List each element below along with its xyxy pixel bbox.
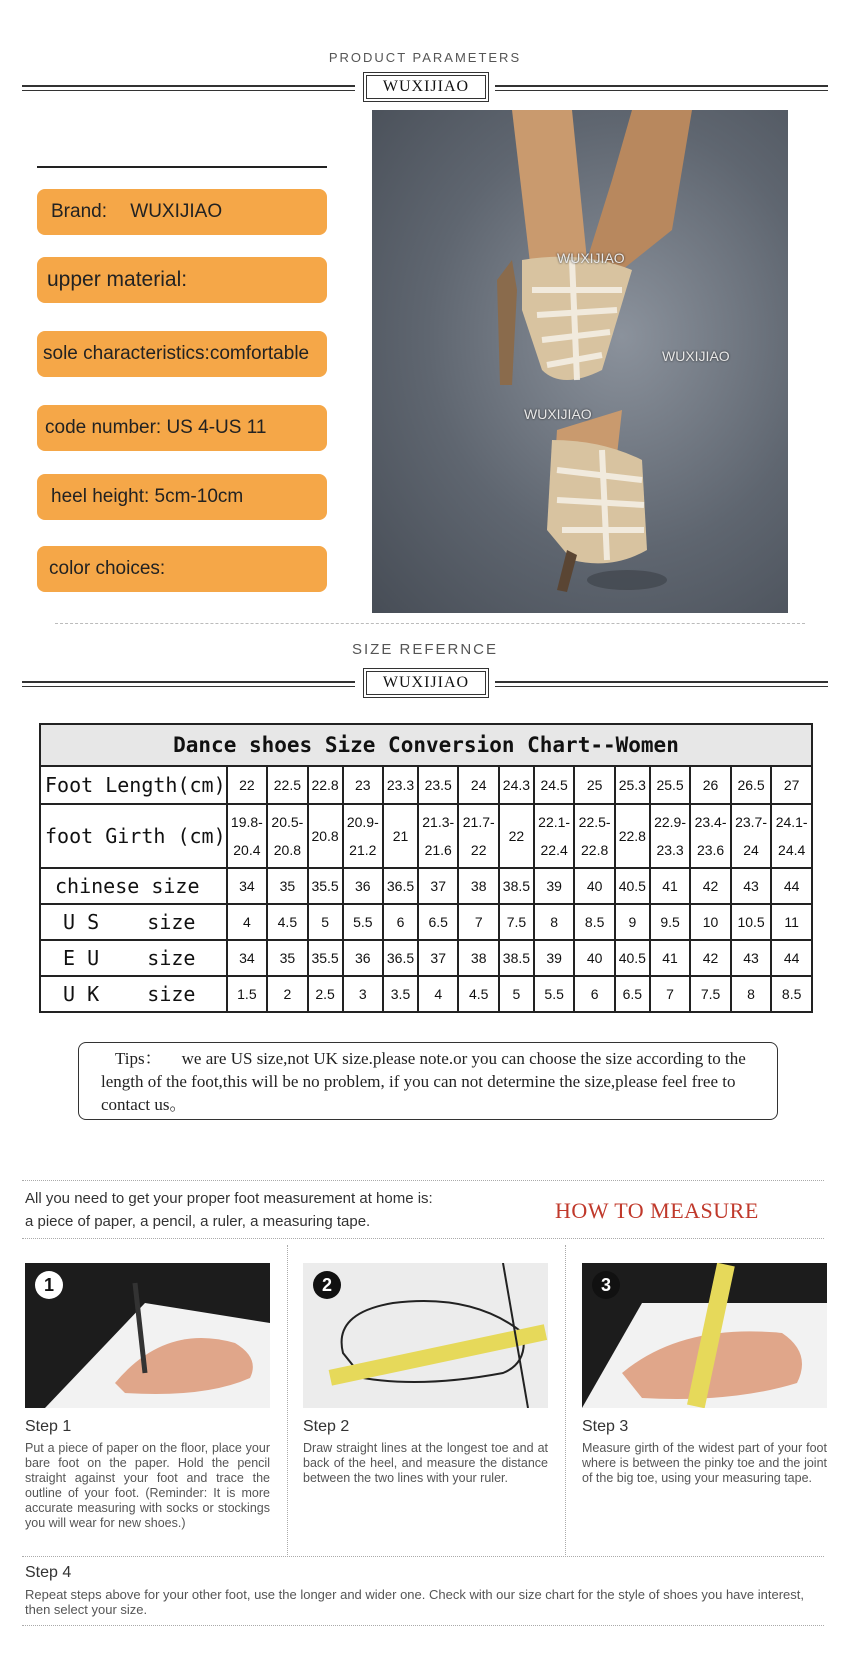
table-row: [40, 804, 812, 868]
table-cell: 22: [499, 804, 534, 868]
table-cell: 22.5: [267, 766, 308, 804]
row-header: Foot Length(cm): [40, 766, 227, 804]
table-cell: 36.5: [383, 940, 418, 976]
table-cell: 44: [771, 940, 812, 976]
step4-title: Step 4: [25, 1564, 72, 1581]
table-cell: 24.3: [499, 766, 534, 804]
table-cell: 25.3: [615, 766, 650, 804]
brand-logo: WUXIJIAO: [366, 75, 486, 99]
param-brand-value: WUXIJIAO: [130, 201, 223, 222]
table-cell: 34: [227, 940, 268, 976]
table-row: [40, 904, 812, 940]
divider-left-thin: [22, 90, 355, 91]
table-cell: 39: [534, 940, 575, 976]
table-cell: 35.5: [308, 940, 343, 976]
table-cell: 38: [458, 868, 499, 904]
table-row: [40, 976, 812, 1012]
table-cell: 25.5: [650, 766, 691, 804]
row-header: chinese size: [40, 868, 227, 904]
divider-right: [495, 85, 828, 87]
step3-badge: 3: [592, 1271, 620, 1299]
tips-box: [78, 1042, 778, 1120]
table-cell: 40: [574, 940, 615, 976]
size-divider-left-thin: [22, 686, 355, 687]
tips-text: we are US size,not UK size.please note.or you can choose the size according to the length of the foot,this will be no problem, if you can not determine the size,please feel free to contact us。: [101, 1049, 746, 1114]
table-cell: 20.8: [308, 804, 343, 868]
table-cell: 36: [343, 868, 384, 904]
row-header: E U size: [40, 940, 227, 976]
size-conversion-table: [39, 723, 813, 1013]
watermark-3: WUXIJIAO: [524, 406, 592, 422]
table-cell: 22.8: [615, 804, 650, 868]
table-cell: 7.5: [499, 904, 534, 940]
param-upper-material-label: upper material:: [47, 268, 188, 291]
table-cell: 24.5: [534, 766, 575, 804]
param-sole-label: sole characteristics:comfortable: [43, 343, 310, 364]
table-cell: 20.5- 20.8: [267, 804, 308, 868]
size-logo-box: [363, 668, 489, 698]
table-cell: 6: [574, 976, 615, 1012]
table-cell: 6.5: [418, 904, 459, 940]
table-cell: 26.5: [731, 766, 772, 804]
table-cell: 35: [267, 868, 308, 904]
table-cell: 2.5: [308, 976, 343, 1012]
table-cell: 42: [690, 940, 731, 976]
table-cell: 23: [343, 766, 384, 804]
step-divider-1: [287, 1245, 288, 1555]
table-cell: 40.5: [615, 940, 650, 976]
table-cell: 6: [383, 904, 418, 940]
table-cell: 3.5: [383, 976, 418, 1012]
table-cell: 9.5: [650, 904, 691, 940]
table-cell: 37: [418, 940, 459, 976]
table-cell: 2: [267, 976, 308, 1012]
table-cell: 23.3: [383, 766, 418, 804]
table-cell: 24.1- 24.4: [771, 804, 812, 868]
step4-rule: [22, 1556, 824, 1557]
table-cell: 41: [650, 868, 691, 904]
table-cell: 37: [418, 868, 459, 904]
table-cell: 21.3- 21.6: [418, 804, 459, 868]
table-cell: 26: [690, 766, 731, 804]
table-cell: 5: [308, 904, 343, 940]
table-cell: 40: [574, 868, 615, 904]
param-heel-height-label: heel height: 5cm-10cm: [51, 486, 244, 507]
bottom-rule: [22, 1625, 824, 1626]
table-cell: 35: [267, 940, 308, 976]
table-cell: 11: [771, 904, 812, 940]
table-cell: 22: [227, 766, 268, 804]
params-top-rule: [37, 166, 327, 168]
divider-left: [22, 85, 355, 87]
param-upper-material: [37, 257, 327, 303]
table-cell: 22.8: [308, 766, 343, 804]
measure-intro-line2: a piece of paper, a pencil, a ruler, a measuring tape.: [25, 1213, 371, 1230]
param-color-choices: [37, 546, 327, 592]
table-cell: 22.1- 22.4: [534, 804, 575, 868]
table-row: [40, 868, 812, 904]
param-brand-label: Brand:: [51, 201, 107, 222]
param-color-choices-label: color choices:: [49, 558, 166, 579]
step1-title: Step 1: [25, 1418, 72, 1435]
step1-text: Put a piece of paper on the floor, place your bare foot on the paper. Hold the pencil straight against your foot and trace the outline of your foot. (Reminder: It is more accurate measuring with socks or stockings you will wear for new shoes.): [25, 1441, 270, 1530]
param-sole: [37, 331, 327, 377]
table-cell: 22.5- 22.8: [574, 804, 615, 868]
table-cell: 4: [418, 976, 459, 1012]
table-cell: 23.5: [418, 766, 459, 804]
size-divider-right: [495, 681, 828, 683]
measure-mid-rule: [22, 1238, 824, 1239]
table-row: [40, 940, 812, 976]
table-cell: 8.5: [771, 976, 812, 1012]
row-header: U K size: [40, 976, 227, 1012]
table-cell: 20.9- 21.2: [343, 804, 384, 868]
table-cell: 43: [731, 940, 772, 976]
table-cell: 7: [650, 976, 691, 1012]
dashed-separator: [55, 623, 805, 624]
table-cell: 4.5: [458, 976, 499, 1012]
table-title-row: [40, 724, 812, 766]
size-section-title: SIZE REFERNCE: [351, 641, 498, 658]
table-cell: 38.5: [499, 868, 534, 904]
step-divider-2: [565, 1245, 566, 1555]
table-cell: 22.9- 23.3: [650, 804, 691, 868]
table-cell: 5: [499, 976, 534, 1012]
step1-badge: 1: [35, 1271, 63, 1299]
table-cell: 8: [731, 976, 772, 1012]
table-cell: 19.8- 20.4: [227, 804, 268, 868]
param-code-number-label: code number: US 4-US 11: [45, 417, 267, 438]
param-heel-height: [37, 474, 327, 520]
table-cell: 38: [458, 940, 499, 976]
step4-text: Repeat steps above for your other foot, use the longer and wider one. Check with our size chart for the style of shoes you have interest, then select your size.: [25, 1587, 804, 1617]
table-cell: 34: [227, 868, 268, 904]
table-cell: 24: [458, 766, 499, 804]
table-cell: 4.5: [267, 904, 308, 940]
step3-image: [582, 1263, 827, 1408]
step2-text: Draw straight lines at the longest toe and at back of the heel, and measure the distance between the two lines with your ruler.: [303, 1441, 548, 1485]
params-section-title: PRODUCT PARAMETERS: [328, 50, 522, 65]
table-cell: 10: [690, 904, 731, 940]
measure-intro-line1: All you need to get your proper foot measurement at home is:: [25, 1190, 433, 1207]
step2-image: [303, 1263, 548, 1408]
watermark-2: WUXIJIAO: [662, 348, 730, 364]
table-cell: 36.5: [383, 868, 418, 904]
table-cell: 27: [771, 766, 812, 804]
table-cell: 41: [650, 940, 691, 976]
param-code-number: [37, 405, 327, 451]
row-header: foot Girth (cm): [40, 804, 227, 868]
table-cell: 44: [771, 868, 812, 904]
table-cell: 23.4- 23.6: [690, 804, 731, 868]
table-cell: 40.5: [615, 868, 650, 904]
table-cell: 38.5: [499, 940, 534, 976]
measure-top-rule: [22, 1180, 824, 1181]
table-cell: 7: [458, 904, 499, 940]
table-cell: 4: [227, 904, 268, 940]
size-divider-right-thin: [495, 686, 828, 687]
table-cell: 42: [690, 868, 731, 904]
table-cell: 10.5: [731, 904, 772, 940]
table-cell: 21.7- 22: [458, 804, 499, 868]
size-divider-left: [22, 681, 355, 683]
step1-image: [25, 1263, 270, 1408]
table-cell: 5.5: [343, 904, 384, 940]
product-photo: [372, 110, 788, 613]
step3-title: Step 3: [582, 1418, 629, 1435]
table-cell: 36: [343, 940, 384, 976]
table-row: [40, 766, 812, 804]
table-cell: 7.5: [690, 976, 731, 1012]
table-cell: 23.7- 24: [731, 804, 772, 868]
watermark-1: WUXIJIAO: [557, 250, 625, 266]
table-title: Dance shoes Size Conversion Chart--Women: [40, 724, 812, 766]
step3-text: Measure girth of the widest part of your foot where is between the pinky toe and the joint of the big toe, using your measuring tape.: [582, 1441, 827, 1485]
divider-right-thin: [495, 90, 828, 91]
brand-logo-box: [363, 72, 489, 102]
table-cell: 1.5: [227, 976, 268, 1012]
table-cell: 3: [343, 976, 384, 1012]
size-logo: WUXIJIAO: [366, 671, 486, 695]
table-cell: 43: [731, 868, 772, 904]
step2-title: Step 2: [303, 1418, 350, 1435]
table-cell: 25: [574, 766, 615, 804]
how-to-measure-heading: HOW TO MEASURE: [555, 1198, 759, 1223]
param-brand: [37, 189, 327, 235]
table-cell: 6.5: [615, 976, 650, 1012]
step2-badge: 2: [313, 1271, 341, 1299]
table-body: [40, 766, 812, 1012]
tips-label: Tips：: [115, 1049, 162, 1068]
table-cell: 35.5: [308, 868, 343, 904]
table-cell: 8.5: [574, 904, 615, 940]
table-cell: 9: [615, 904, 650, 940]
table-cell: 5.5: [534, 976, 575, 1012]
table-cell: 8: [534, 904, 575, 940]
table-cell: 21: [383, 804, 418, 868]
row-header: U S size: [40, 904, 227, 940]
table-cell: 39: [534, 868, 575, 904]
